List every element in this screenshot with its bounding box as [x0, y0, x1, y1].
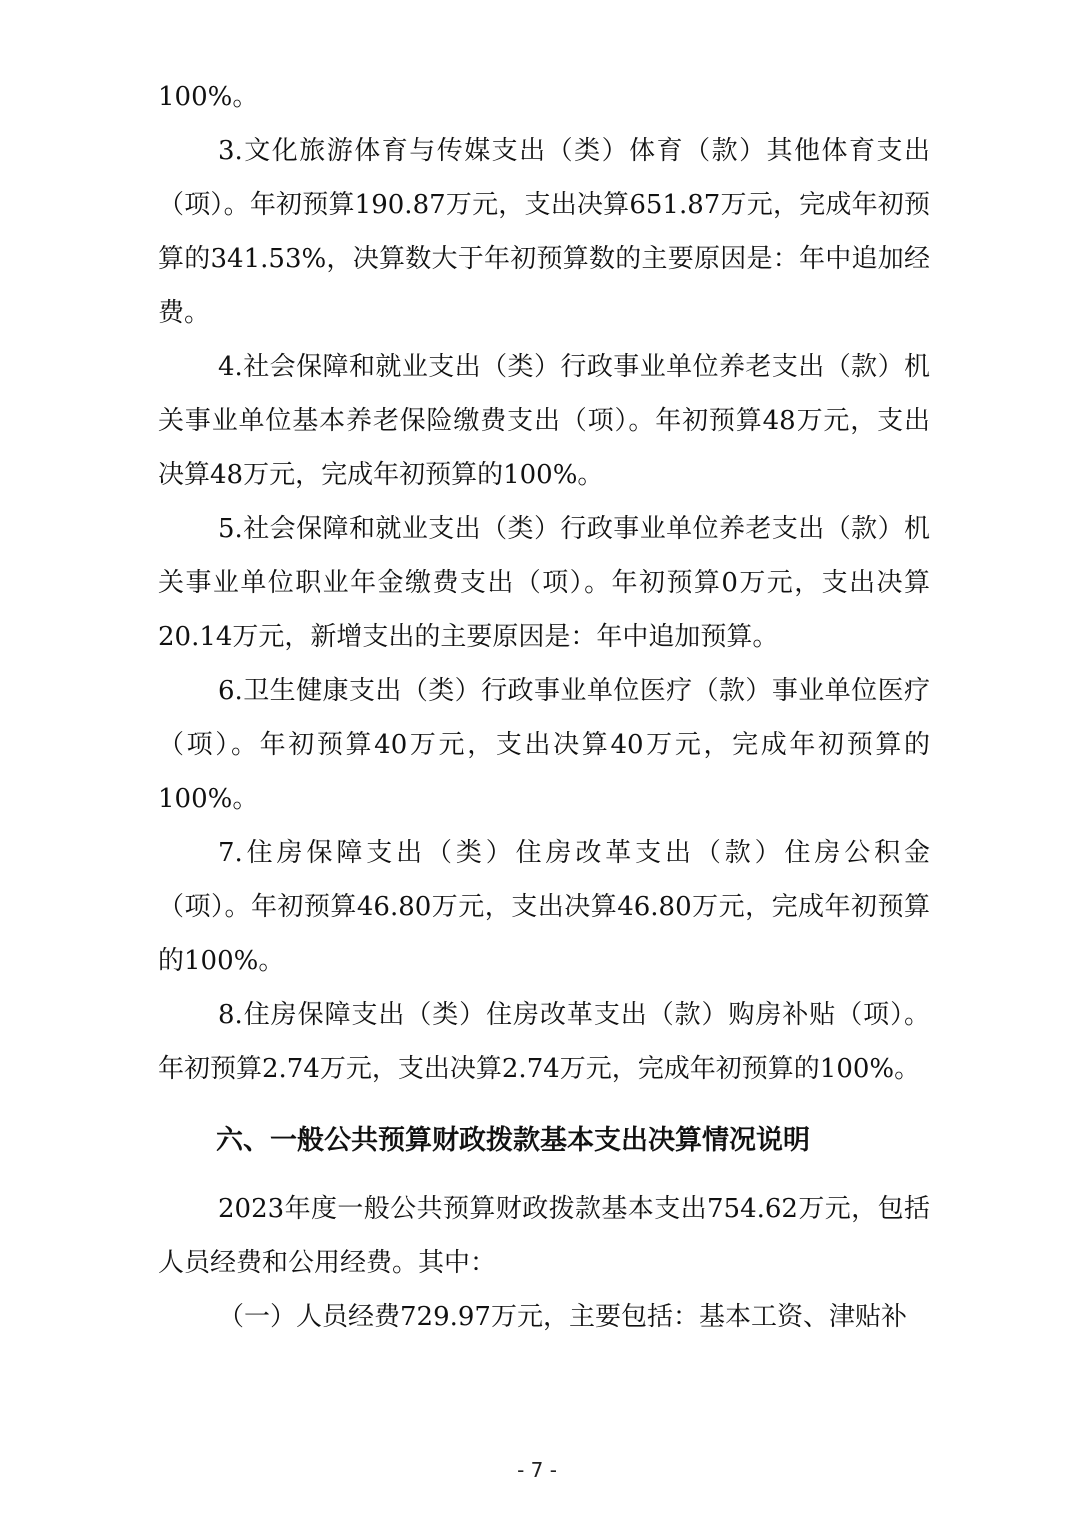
paragraph-item-4: 4.社会保障和就业支出（类）行政事业单位养老支出（款）机关事业单位基本养老保险缴费支出（项）。年初预算48万元，支出决算48万元，完成年初预算的100%。 [158, 352, 930, 490]
paragraph-item-5: 5.社会保障和就业支出（类）行政事业单位养老支出（款）机关事业单位职业年金缴费支出（项）。年初预算0万元，支出决算20.14万元，新增支出的主要原因是：年中追加预算。 [158, 514, 930, 652]
paragraph-personnel-expense: （一）人员经费729.97万元，主要包括：基本工资、津贴补 [218, 1302, 907, 1332]
paragraph-continuation: 100%。 [158, 82, 259, 112]
paragraph-basic-expenditure: 2023年度一般公共预算财政拨款基本支出754.62万元，包括人员经费和公用经费。其中： [158, 1194, 930, 1278]
page-number: - 7 - [517, 1458, 557, 1482]
paragraph-item-8: 8.住房保障支出（类）住房改革支出（款）购房补贴（项）。年初预算2.74万元，支出决算2.74万元，完成年初预算的100%。 [158, 1000, 930, 1084]
document-page [158, 70, 930, 1344]
paragraph-item-3: 3.文化旅游体育与传媒支出（类）体育（款）其他体育支出（项）。年初预算190.87万元，支出决算651.87万元，完成年初预算的341.53%，决算数大于年初预算数的主要原因是：年中追加经费。 [158, 136, 930, 328]
paragraph-item-7: 7.住房保障支出（类）住房改革支出（款）住房公积金（项）。年初预算46.80万元，支出决算46.80万元，完成年初预算的100%。 [158, 838, 930, 976]
paragraph-item-6: 6.卫生健康支出（类）行政事业单位医疗（款）事业单位医疗（项）。年初预算40万元，支出决算40万元，完成年初预算的100%。 [158, 676, 930, 814]
section-heading: 六、一般公共预算财政拨款基本支出决算情况说明 [216, 1125, 810, 1156]
